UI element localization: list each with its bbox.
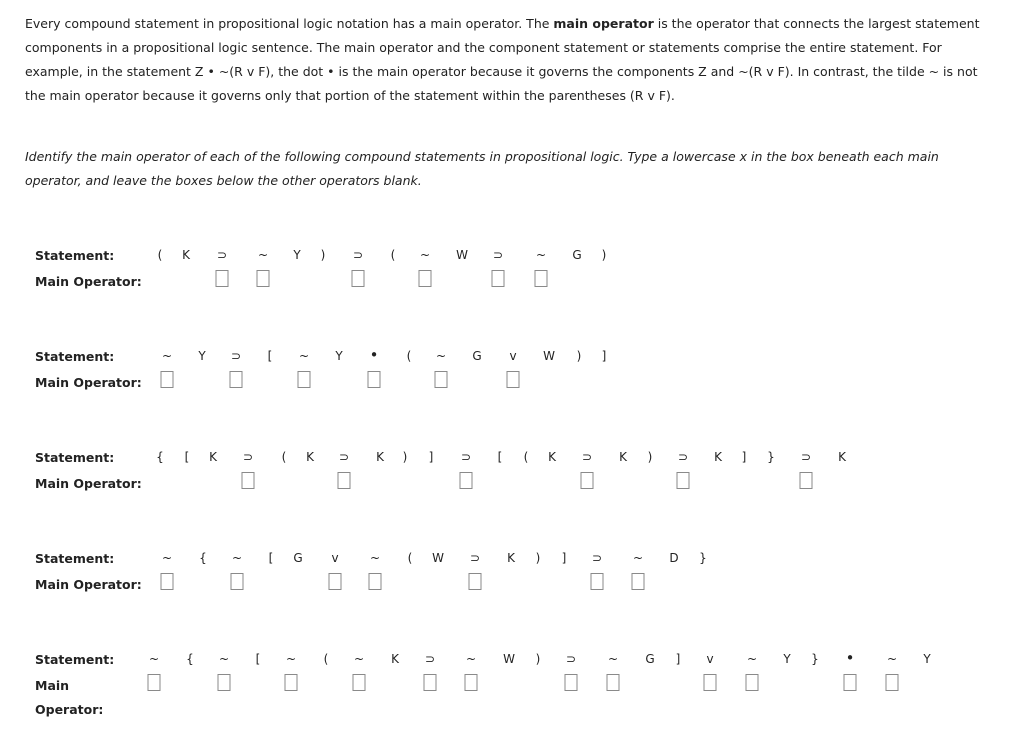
statement-symbol: ) [601,248,607,262]
operator-answer-box[interactable] [216,270,229,287]
statement-symbol: } [767,450,775,464]
statement-symbol: ~ [535,248,547,262]
statement-symbol: G [472,349,482,363]
statement-symbol: [ [267,349,273,363]
operator-answer-box[interactable] [230,371,243,388]
statement-symbol: Y [198,349,206,363]
statement-symbol: Y [335,349,343,363]
statement-symbol: ~ [161,551,173,565]
operator-answer-box[interactable] [419,270,432,287]
statement-symbol: [ [497,450,503,464]
statement-symbol: K [714,450,722,464]
statement-symbol: ⊃ [677,450,689,464]
operator-answer-box[interactable] [352,270,365,287]
operator-answer-box[interactable] [161,573,174,590]
statement-symbol: ⊃ [424,652,436,666]
statement-symbol: ⊃ [800,450,812,464]
statement-symbol: ⊃ [460,450,472,464]
statement-symbol: ] [428,450,434,464]
statement-symbol: ⊃ [492,248,504,262]
operator-answer-box[interactable] [338,472,351,489]
main-operator-label: Main [35,678,70,693]
statement-symbol: v [706,652,714,666]
operator-answer-box[interactable] [535,270,548,287]
statement-symbol: ( [406,349,412,363]
operator-answer-box[interactable] [424,674,437,691]
operator-answer-box[interactable] [800,472,813,489]
statement-symbol: G [645,652,655,666]
statement-symbol: ⊃ [581,450,593,464]
statement-symbol: ⊃ [469,551,481,565]
operator-answer-box[interactable] [469,573,482,590]
statement-symbol: ( [157,248,163,262]
statement-symbol: ⊃ [352,248,364,262]
operator-answer-box[interactable] [148,674,161,691]
operator-answer-box[interactable] [218,674,231,691]
statement-symbol: ~ [886,652,898,666]
main-operator-label-cont: Operator: [35,702,104,717]
operator-answer-box[interactable] [492,270,505,287]
statement-label: Statement: [35,450,115,465]
statement-symbol: ⊃ [216,248,228,262]
statement-symbol: ] [675,652,681,666]
operator-answer-box[interactable] [231,573,244,590]
statement-symbol: K [306,450,314,464]
main-operator-label: Main Operator: [35,577,142,592]
statement-label: Statement: [35,248,115,263]
statement-symbol: ~ [369,551,381,565]
statement-symbol: ~ [419,248,431,262]
statement-symbol: ⊃ [338,450,350,464]
statement-symbol: K [548,450,556,464]
statement-symbol: ] [561,551,567,565]
operator-answer-box[interactable] [591,573,604,590]
statement-symbol: K [182,248,190,262]
statement-symbol: [ [268,551,274,565]
statement-symbol: G [572,248,582,262]
statement-symbol: ~ [435,349,447,363]
intro-paragraph [25,12,995,108]
operator-answer-box[interactable] [435,371,448,388]
intro-bold-term: main operator [553,16,654,31]
statement-symbol: K [838,450,846,464]
operator-answer-box[interactable] [844,674,857,691]
operator-answer-box[interactable] [285,674,298,691]
statement-symbol: ( [390,248,396,262]
statement-symbol: v [509,349,517,363]
statement-symbol: ~ [231,551,243,565]
statement-symbol: ~ [465,652,477,666]
statement-symbol: W [432,551,444,565]
main-operator-label: Main Operator: [35,476,142,491]
statement-symbol: ) [576,349,582,363]
operator-answer-box[interactable] [886,674,899,691]
operator-answer-box[interactable] [369,573,382,590]
statement-symbol: ) [402,450,408,464]
operator-answer-box[interactable] [565,674,578,691]
operator-answer-box[interactable] [746,674,759,691]
operator-answer-box[interactable] [298,371,311,388]
statement-symbol: Y [923,652,931,666]
operator-answer-box[interactable] [607,674,620,691]
statement-symbol: K [376,450,384,464]
statement-symbol: ~ [746,652,758,666]
statement-symbol: [ [255,652,261,666]
operator-answer-box[interactable] [257,270,270,287]
statement-symbol: } [811,652,819,666]
operator-answer-box[interactable] [242,472,255,489]
statement-symbol: ⊃ [242,450,254,464]
statement-symbol: W [543,349,555,363]
statement-symbol: ( [281,450,287,464]
statement-symbol: { [199,551,207,565]
statement-label: Statement: [35,551,115,566]
operator-answer-box[interactable] [353,674,366,691]
statement-symbol: { [156,450,164,464]
statement-symbol: ( [323,652,329,666]
statement-symbol: ⊃ [230,349,242,363]
statement-symbol: ) [535,551,541,565]
statement-symbol: K [619,450,627,464]
statement-symbol: K [507,551,515,565]
statement-symbol: Y [293,248,301,262]
operator-answer-box[interactable] [632,573,645,590]
statement-symbol: ] [741,450,747,464]
statement-symbol: ⊃ [565,652,577,666]
main-operator-label: Main Operator: [35,274,142,289]
statement-symbol: G [293,551,303,565]
statement-symbol: D [669,551,679,565]
intro-text [25,12,995,108]
statement-symbol: ~ [607,652,619,666]
operator-answer-box[interactable] [507,371,520,388]
statement-symbol: ⊃ [591,551,603,565]
main-operator-label: Main Operator: [35,375,142,390]
statement-symbol: ~ [632,551,644,565]
statement-symbol: ~ [285,652,297,666]
operator-answer-box[interactable] [581,472,594,489]
statement-symbol: W [503,652,515,666]
statement-symbol: ( [523,450,529,464]
statement-symbol: ~ [353,652,365,666]
instructions: Identify the main operator of each of the following compound statements in propositional logic. Type a lowercase x in the box beneath each main operator, and leave the boxes below the other operators blank. [25,149,939,188]
statement-symbol: • [369,346,379,364]
statement-symbol: ~ [148,652,160,666]
operator-answer-box[interactable] [329,573,342,590]
statement-symbol: ] [601,349,607,363]
statement-symbol: ( [407,551,413,565]
statement-symbol: { [186,652,194,666]
statement-symbol: [ [184,450,190,464]
statement-symbol: • [845,649,855,667]
statement-symbol: K [391,652,399,666]
statement-symbol: ~ [298,349,310,363]
operator-answer-box[interactable] [368,371,381,388]
operator-answer-box[interactable] [677,472,690,489]
statement-symbol: ) [320,248,326,262]
statement-symbol: W [456,248,468,262]
statement-symbol: ) [535,652,541,666]
statement-symbol: Y [783,652,791,666]
operator-answer-box[interactable] [460,472,473,489]
statement-symbol: } [699,551,707,565]
statement-symbol: v [331,551,339,565]
operator-answer-box[interactable] [161,371,174,388]
statement-symbol: K [209,450,217,464]
statement-symbol: ) [647,450,653,464]
statement-symbol: ~ [161,349,173,363]
intro-text-b: is the operator that connects the largest statement components in a propositional logic sentence. The main operator and the component statement or statements comprise the entire statement. For example, in the statement Z • ~(R v F), the dot • is the main operator because it governs the components Z and ~(R v F). In contrast, the tilde ~ is not the main operator because it governs only that portion of the statement within the parentheses (R v F). [25,16,980,103]
statement-symbol: ~ [257,248,269,262]
intro-text-a: Every compound statement in propositional logic notation has a main operator. The [25,16,554,31]
operator-answer-box[interactable] [704,674,717,691]
statement-label: Statement: [35,349,115,364]
statement-symbol: ~ [218,652,230,666]
statement-label: Statement: [35,652,115,667]
operator-answer-box[interactable] [465,674,478,691]
